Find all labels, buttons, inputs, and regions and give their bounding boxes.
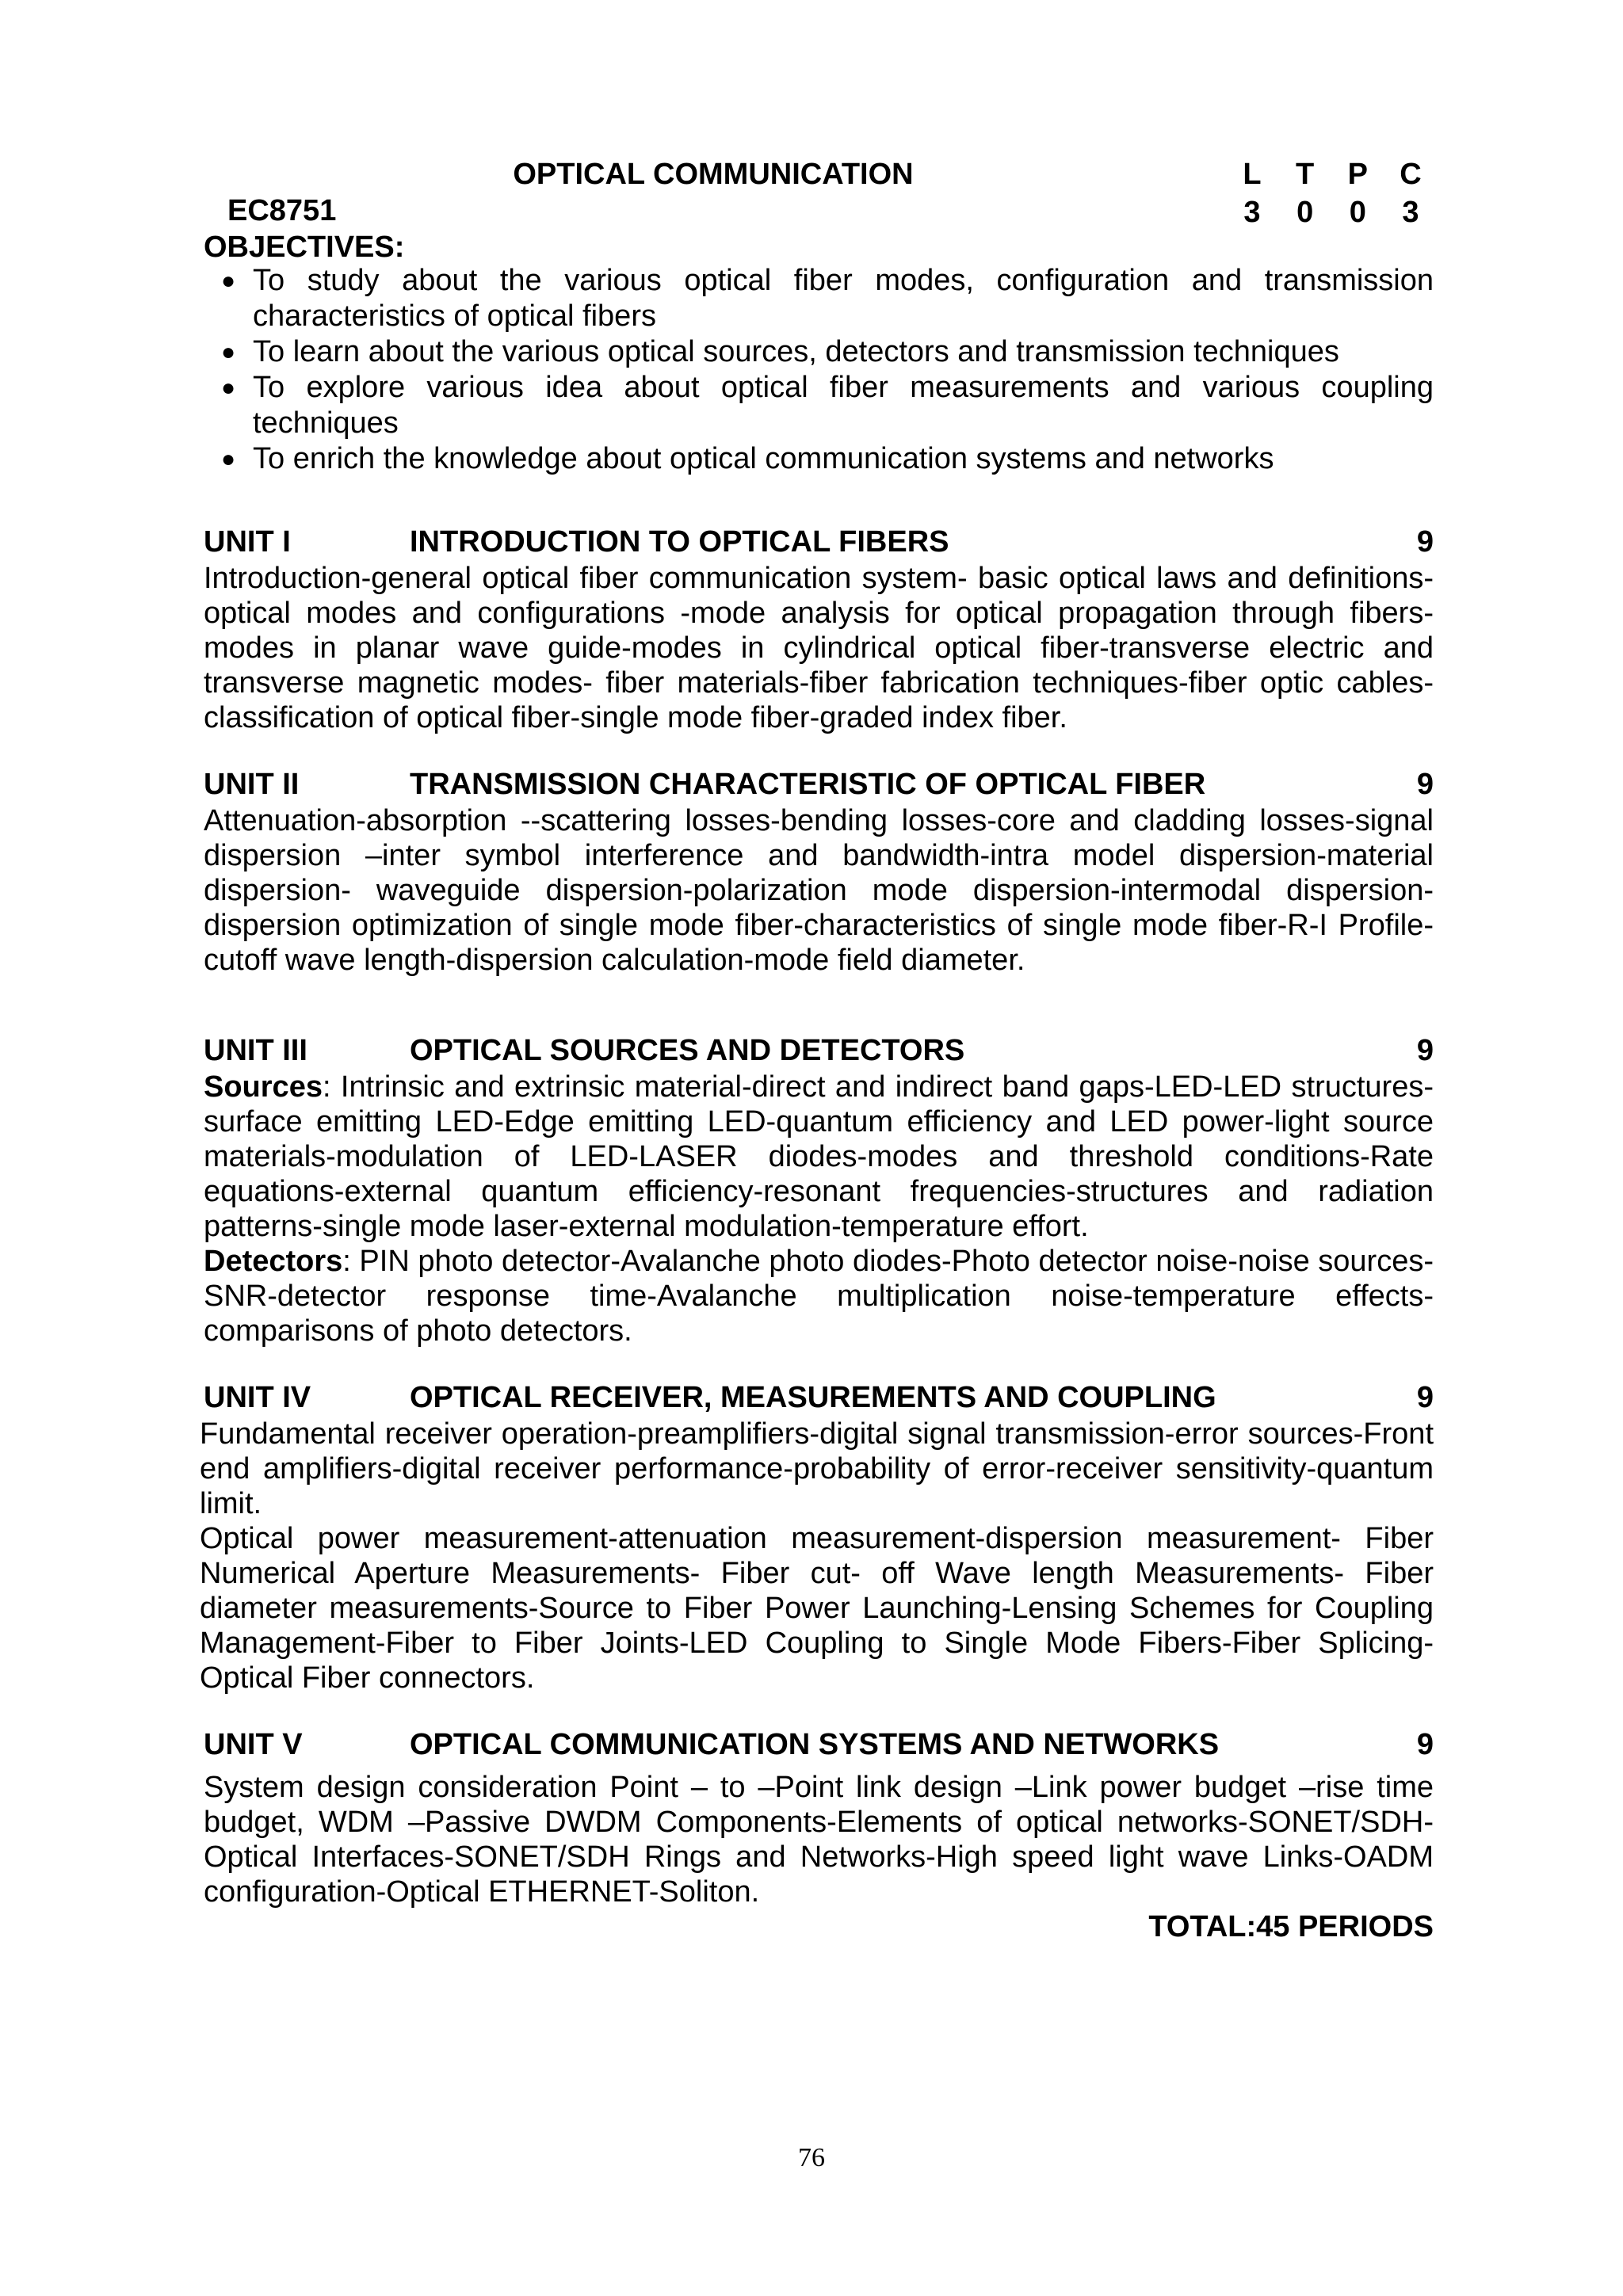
detectors-text: : PIN photo detector-Avalanche photo diodes-Photo detector noise-noise sources-SNR-detector response time-Avalanche multiplication noise-temperature effects-comparisons of photo detectors. [204,1245,1434,1348]
ltpc-header-l: L [1243,158,1262,191]
objective-item [204,263,1434,334]
ltpc-value-t: 0 [1296,196,1314,229]
unit-paragraph: Attenuation-absorption --scattering losses-bending losses-core and cladding losses-signal dispersion –inter symbol interference and bandwidth-intra model dispersion-material dispersion- waveguide dispersion-polarization mode dispersion-intermodal dispersion-dispersion optimization of single mode fiber-characteristics of single mode fiber-R-I Profile-cutoff wave length-dispersion calculation-mode field diameter. [204,804,1434,977]
unit-heading [200,1379,1434,1417]
objective-item [204,370,1434,441]
objective-text: To enrich the knowledge about optical communication systems and networks [253,442,1274,475]
unit-paragraph-sources [204,1070,1434,1244]
objectives-list [204,263,1434,477]
unit-title: OPTICAL RECEIVER, MEASUREMENTS AND COUPLING [410,1381,1216,1414]
unit-2 [204,765,1434,978]
ltpc-value-c: 3 [1402,196,1419,229]
unit-heading [204,765,1434,803]
total-periods: TOTAL:45 PERIODS [1148,1910,1434,1943]
unit-paragraph-detectors [204,1244,1434,1348]
unit-paragraph: Optical power measurement-attenuation measurement-dispersion measurement- Fiber Numerical Aperture Measurements- Fiber cut- off Wave length Measurements- Fiber diameter measurements-Source to Fiber Power Launching-Lensing Schemes for Coupling Management-Fiber to Fiber Joints-LED Coupling to Single Mode Fibers-Fiber Splicing-Optical Fiber connectors. [200,1522,1434,1695]
unit-label: UNIT II [204,768,300,801]
unit-5 [204,1726,1434,1909]
unit-title: OPTICAL COMMUNICATION SYSTEMS AND NETWORKS [410,1728,1220,1761]
ltpc-header-row [1236,155,1426,193]
ltpc-value-row [1236,193,1426,231]
unit-title: TRANSMISSION CHARACTERISTIC OF OPTICAL FIBER [410,768,1206,801]
unit-4 [200,1379,1434,1695]
ltpc-header-p: P [1347,158,1368,191]
objective-item [204,441,1434,477]
unit-heading [204,1032,1434,1070]
objective-text: To learn about the various optical sources, detectors and transmission techniques [253,335,1339,368]
unit-hours: 9 [1416,768,1434,801]
unit-body [204,561,1434,735]
ltpc-value-l: 3 [1243,196,1261,229]
unit-paragraph: Fundamental receiver operation-preamplifiers-digital signal transmission-error sources-Front end amplifiers-digital receiver performance-probability of error-receiver sensitivity-quantum limit. [200,1417,1434,1520]
unit-hours: 9 [1416,1381,1434,1414]
detectors-label: Detectors [204,1245,343,1278]
unit-label: UNIT IV [204,1381,311,1414]
unit-1 [204,523,1434,735]
unit-hours: 9 [1416,525,1434,559]
unit-title: OPTICAL SOURCES AND DETECTORS [410,1034,965,1067]
unit-heading [204,1726,1434,1764]
unit-3 [204,1032,1434,1348]
unit-heading [204,523,1434,561]
page-number: 76 [798,2143,825,2172]
unit-paragraph: System design consideration Point – to –Point link design –Link power budget –rise time budget, WDM –Passive DWDM Components-Elements of optical networks-SONET/SDH-Optical Interfaces-SONET/SDH Rings and Networks-High speed light wave Links-OADM configuration-Optical ETHERNET-Soliton. [204,1771,1434,1909]
unit-label: UNIT III [204,1034,307,1067]
unit-paragraph: Introduction-general optical fiber communication system- basic optical laws and definitions-optical modes and configurations -mode analysis for optical propagation through fibers-modes in planar wave guide-modes in cylindrical optical fiber-transverse electric and transverse magnetic modes- fiber materials-fiber fabrication techniques-fiber optic cables-classification of optical fiber-single mode fiber-graded index fiber. [204,562,1434,734]
sources-label: Sources [204,1070,323,1104]
unit-body [204,1770,1434,1909]
unit-hours: 9 [1416,1728,1434,1761]
objective-text: To explore various idea about optical fiber measurements and various coupling techniques [253,371,1434,440]
unit-body [204,1070,1434,1348]
unit-label: UNIT V [204,1728,303,1761]
unit-label: UNIT I [204,525,291,559]
unit-body [204,803,1434,978]
unit-hours: 9 [1416,1034,1434,1067]
ltpc-table [1236,155,1426,231]
objective-item [204,334,1434,370]
unit-body [200,1417,1434,1695]
bullet-icon: ● [221,339,236,365]
course-title [0,155,1442,193]
objectives-heading: OBJECTIVES: [204,231,405,264]
ltpc-header-c: C [1400,158,1422,191]
bullet-icon: ● [221,268,236,294]
objective-text: To study about the various optical fiber modes, configuration and transmission characteristics of optical fibers [253,264,1434,333]
bullet-icon: ● [221,375,236,401]
ltpc-header-t: T [1296,158,1315,191]
ltpc-value-p: 0 [1349,196,1366,229]
sources-text: : Intrinsic and extrinsic material-direct and indirect band gaps-LED-LED structures-surface emitting LED-Edge emitting LED-quantum efficiency and LED power-light source materials-modulation of LED-LASER diodes-modes and threshold conditions-Rate equations-external quantum efficiency-resonant frequencies-structures and radiation patterns-single mode laser-external modulation-temperature effort. [204,1070,1434,1243]
course-code: EC8751 [227,194,337,227]
course-title-text: OPTICAL COMMUNICATION [513,158,914,191]
bullet-icon: ● [221,446,236,472]
unit-title: INTRODUCTION TO OPTICAL FIBERS [410,525,949,559]
